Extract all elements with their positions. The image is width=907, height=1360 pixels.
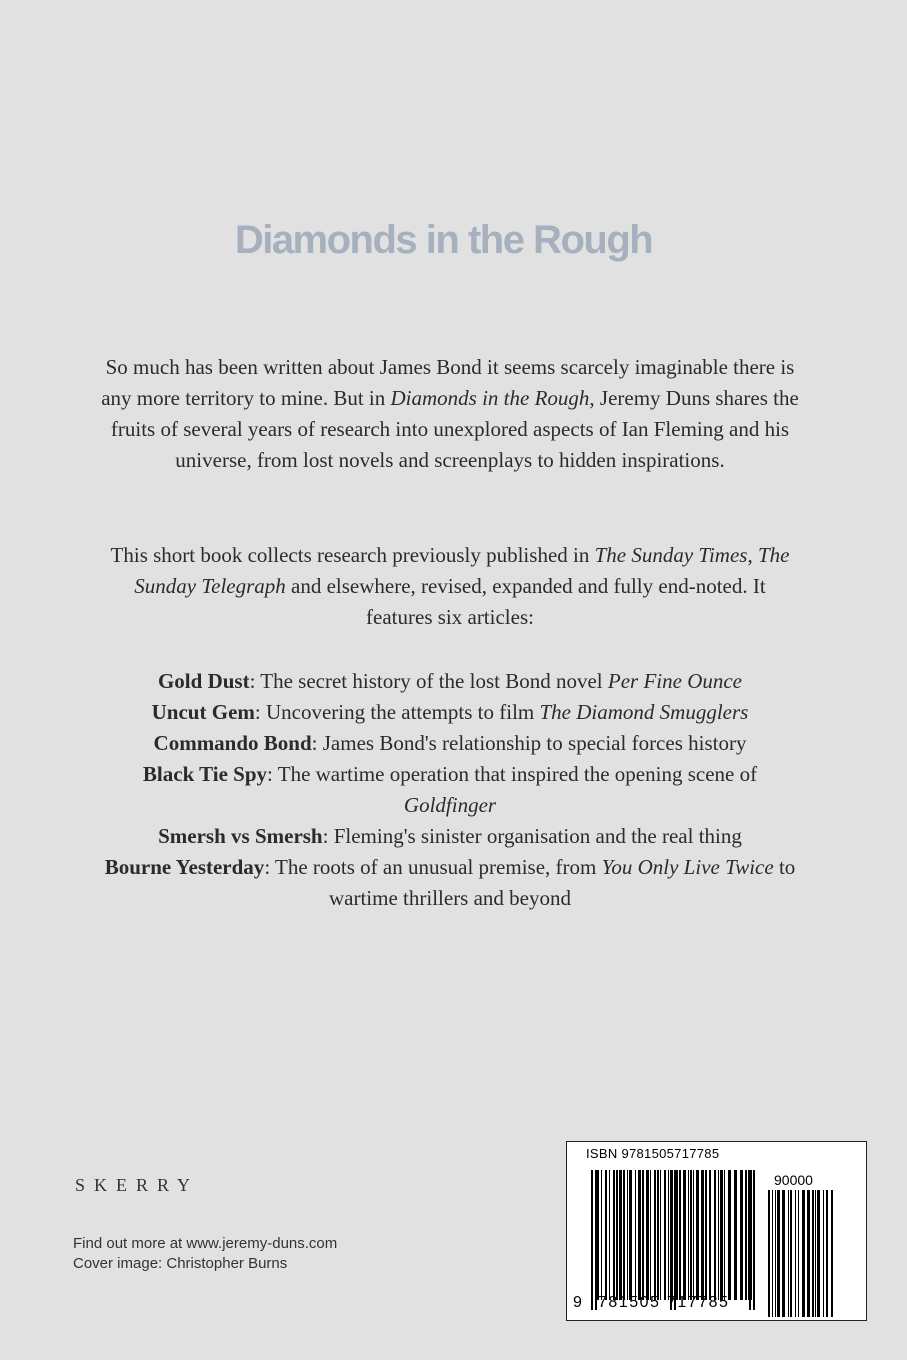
barcode-bar: [609, 1170, 610, 1300]
article-item: [100, 759, 800, 821]
article-name: Black Tie Spy: [142, 762, 268, 786]
barcode-bar: [679, 1170, 681, 1300]
isbn-barcode: [566, 1141, 867, 1321]
barcode-bar: [775, 1190, 776, 1317]
barcode-guard-bar: [670, 1170, 672, 1310]
article-list: [100, 666, 800, 914]
article-description: : The wartime operation that inspired the opening scene of: [267, 762, 758, 786]
article-name: Bourne Yesterday: [104, 855, 265, 879]
barcode-bar: [817, 1190, 820, 1317]
barcode-guard-bar: [595, 1170, 597, 1310]
barcode-bar: [676, 1170, 678, 1300]
barcode-bar: [709, 1170, 711, 1300]
barcode-bar: [823, 1190, 824, 1317]
barcode-bar: [629, 1170, 632, 1300]
article-description: : The secret history of the lost Bond novel: [249, 669, 608, 693]
article-name: Uncut Gem: [151, 700, 255, 724]
barcode-bar: [751, 1170, 752, 1300]
article-name: Gold Dust: [157, 669, 250, 693]
barcode-bar: [790, 1190, 792, 1317]
barcode-lead-digit: 9: [573, 1294, 584, 1311]
barcode-bar: [807, 1190, 810, 1317]
barcode-bar: [638, 1170, 641, 1300]
barcode-bar: [714, 1170, 716, 1300]
article-description: : Fleming's sinister organisation and the real thing: [322, 824, 742, 848]
barcode-bar: [672, 1170, 673, 1300]
barcode-bar: [664, 1170, 666, 1300]
barcode-guard-bar: [591, 1170, 593, 1310]
article-italic: Per Fine Ounce: [607, 669, 743, 693]
barcode-bar: [693, 1170, 694, 1300]
barcode-guard-bar: [749, 1170, 751, 1310]
barcode-bar: [696, 1170, 699, 1300]
cover-image-credit: Cover image: Christopher Burns: [73, 1255, 288, 1272]
barcode-bar: [619, 1170, 622, 1300]
blurb-text: So much has been written about James Bond it seems scarcely imaginable there is any more territory to mine. But in: [101, 355, 795, 410]
book-title: Diamonds in the Rough: [234, 218, 653, 262]
barcode-bar: [654, 1170, 656, 1300]
publisher-logo: SKERRY: [75, 1175, 200, 1195]
publication-name: The Sunday Telegraph: [134, 543, 790, 598]
barcode-bar: [635, 1170, 636, 1300]
blurb-text: and elsewhere, revised, expanded and fully end-noted. It features six articles:: [285, 574, 766, 629]
barcode-bar: [802, 1190, 805, 1317]
barcode-bar: [831, 1190, 833, 1317]
barcode-bar: [772, 1190, 773, 1317]
blurb-text: ,: [747, 543, 758, 567]
barcode-bar: [826, 1190, 828, 1317]
article-description-end: to wartime thrillers and beyond: [328, 855, 796, 910]
price-code: 90000: [774, 1172, 813, 1188]
barcode-bar: [623, 1170, 625, 1300]
barcode-guard-bar: [674, 1170, 676, 1310]
article-italic: Goldfinger: [403, 793, 497, 817]
barcode-bar: [627, 1170, 628, 1300]
barcode-bar: [720, 1170, 723, 1300]
barcode-bar: [705, 1170, 707, 1300]
barcode-bar: [660, 1170, 661, 1300]
barcode-bar: [657, 1170, 659, 1300]
article-item: [100, 728, 800, 759]
blurb-text: This short book collects research previously published in: [110, 543, 595, 567]
barcode-bar: [768, 1190, 770, 1317]
blurb-paragraph-1: [100, 352, 800, 476]
barcode-bar: [613, 1170, 615, 1300]
barcode-left-digits: 781505: [598, 1294, 661, 1311]
barcode-bar: [745, 1170, 747, 1300]
barcode-bar: [597, 1170, 599, 1300]
barcode-bar: [782, 1190, 785, 1317]
article-description: : The roots of an unusual premise, from: [264, 855, 602, 879]
barcode-bar: [815, 1190, 816, 1317]
barcode-bar: [740, 1170, 743, 1300]
website-credit: Find out more at www.jeremy-duns.com: [73, 1235, 338, 1252]
blurb-paragraph-2: [100, 540, 800, 633]
barcode-bar: [734, 1170, 737, 1300]
barcode-bar: [690, 1170, 692, 1300]
barcode-bar: [795, 1190, 796, 1317]
credits: [73, 1234, 337, 1274]
article-italic: You Only Live Twice: [601, 855, 774, 879]
barcode-bar: [728, 1170, 731, 1300]
blurb-italic-title: Diamonds in the Rough: [390, 386, 590, 410]
barcode-bar: [642, 1170, 644, 1300]
isbn-number: ISBN 9781505717785: [586, 1146, 720, 1161]
barcode-bar: [788, 1190, 789, 1317]
barcode-guard-bar: [753, 1170, 755, 1310]
barcode-bar: [777, 1190, 780, 1317]
barcode-bar: [812, 1190, 814, 1317]
article-name: Commando Bond: [153, 731, 312, 755]
article-item: [100, 697, 800, 728]
barcode-bar: [798, 1190, 799, 1317]
barcode-bar: [683, 1170, 686, 1300]
barcode-bar: [748, 1170, 749, 1300]
barcode-bar: [601, 1170, 602, 1300]
barcode-bar: [724, 1170, 725, 1300]
article-item: [100, 666, 800, 697]
article-italic: The Diamond Smugglers: [539, 700, 749, 724]
barcode-bar: [688, 1170, 689, 1300]
article-description: : Uncovering the attempts to film: [254, 700, 540, 724]
article-item: [100, 821, 800, 852]
barcode-bar: [701, 1170, 704, 1300]
article-item: [100, 852, 800, 914]
barcode-bar: [616, 1170, 618, 1300]
barcode-bar: [605, 1170, 607, 1300]
blurb-text: , Jeremy Duns shares the fruits of several years of research into unexplored aspects of Ian Fleming and his universe, from lost novels and screenplays to hidden inspirations.: [110, 386, 799, 472]
barcode-bar: [718, 1170, 719, 1300]
barcode-bar: [650, 1170, 651, 1300]
article-name: Smersh vs Smersh: [158, 824, 323, 848]
barcode-right-digits: 717785: [667, 1294, 730, 1311]
barcode-bar: [668, 1170, 669, 1300]
barcode-bar: [646, 1170, 649, 1300]
publication-name: The Sunday Times: [594, 543, 748, 567]
article-description: : James Bond's relationship to special forces history: [311, 731, 747, 755]
